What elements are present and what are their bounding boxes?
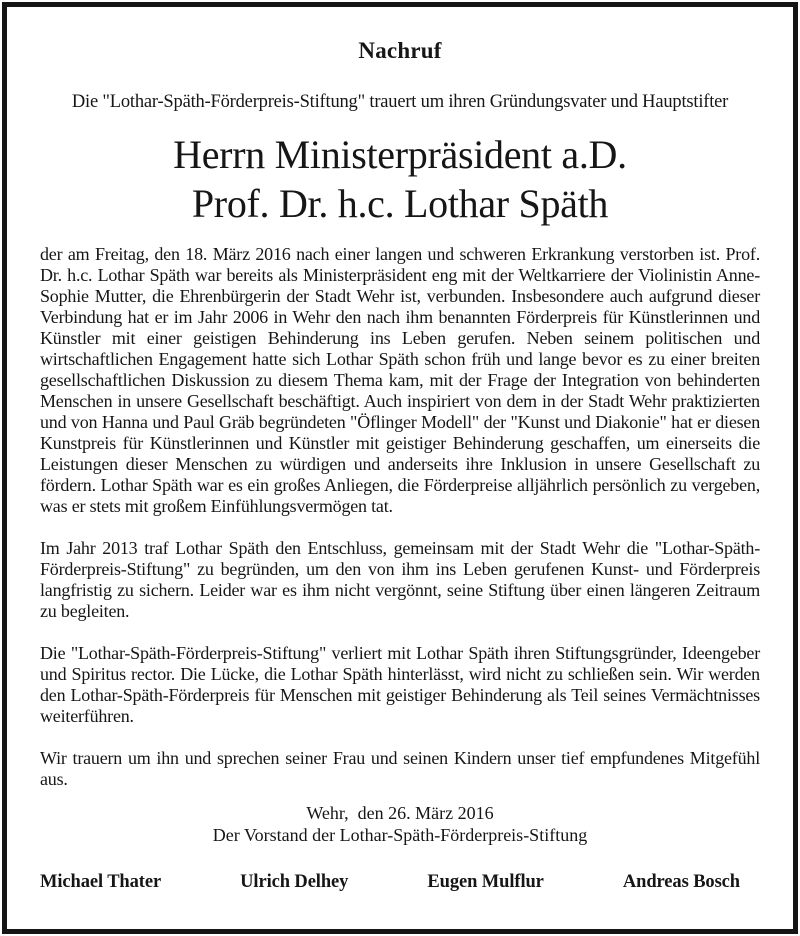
place-date-line: Wehr, den 26. März 2016 bbox=[306, 803, 494, 823]
obituary-paragraph-2: Im Jahr 2013 traf Lothar Späth den Entschluss, gemeinsam mit der Stadt Wehr die "Lothar-Späth-Förderpreis-Stiftung" zu begründen, um den von ihm ins Leben gerufenen Kunst- und Förderpreis langfristig zu sichern. Leider war es ihm nicht vergönnt, seine Stiftung über einen längeren Zeitraum zu begleiten. bbox=[40, 538, 760, 621]
signatory-name-3: Eugen Mulflur bbox=[427, 872, 544, 892]
intro-line: Die "Lothar-Späth-Förderpreis-Stiftung" trauert um ihren Gründungsvater und Hauptstifter bbox=[71, 92, 729, 112]
board-line: Der Vorstand der Lothar-Späth-Förderpreis-Stiftung bbox=[212, 825, 588, 845]
notice-header: Nachruf bbox=[358, 38, 442, 63]
obituary-paragraph-4: Wir trauern um ihn und sprechen seiner Frau und seinen Kindern unser tief empfundenes Mitgefühl aus. bbox=[40, 748, 760, 789]
deceased-name-title bbox=[40, 130, 760, 228]
obituary-paragraph-3: Die "Lothar-Späth-Förderpreis-Stiftung" verliert mit Lothar Späth ihren Stiftungsgründer, Ideengeber und Spiritus rector. Die Lücke, die Lothar Späth hinterlässt, wird nicht zu schließen sein. Wir werden den Lothar-Späth-Förderpreis für Menschen mit geistiger Behinderung als Teil seines Vermächtnisses weiterführen. bbox=[40, 643, 760, 726]
signatory-name-2: Ulrich Delhey bbox=[240, 872, 349, 892]
signatories-row bbox=[40, 872, 760, 893]
signatory-name-1: Michael Thater bbox=[40, 872, 162, 892]
notice-border-frame bbox=[2, 2, 798, 934]
closing-block bbox=[40, 802, 760, 846]
obituary-paragraph-1: der am Freitag, den 18. März 2016 nach einer langen und schweren Erkrankung verstorben ist. Prof. Dr. h.c. Lothar Späth war bereits als Ministerpräsident eng mit der Weltkarriere der Violinistin Anne-Sophie Mutter, die Ehrenbürgerin der Stadt Wehr ist, verbunden. Insbesondere auch aufgrund dieser Verbindung hat er im Jahr 2006 in Wehr den nach ihm benannten Förderpreis für Künstlerinnen und Künstler mit einer geistigen Behinderung ins Leben gerufen. Neben seinem politischen und wirtschaftlichen Engagement hatte sich Lothar Späth schon früh und lange bevor es zu einer breiten gesellschaftlichen Diskussion zu diesem Thema kam, mit der Frage der Integration von behinderten Menschen in unsere Gesellschaft beschäftigt. Auch inspiriert von dem in der Stadt Wehr praktizierten und von Hanna und Paul Gräb begründeten "Öflinger Modell" der "Kunst und Diakonie" hat er diesen Kunstpreis für Künstlerinnen und Künstler mit geistiger Behinderung geschaffen, um einerseits die Leistungen dieser Menschen zu würdigen und anderseits ihre Inklusion in unsere Gesellschaft zu fördern. Lothar Späth war es ein großes Anliegen, die Förderpreise alljährlich persönlich zu vergeben, was er stets mit großem Einfühlungsvermögen tat. bbox=[40, 244, 760, 516]
signatory-name-4: Andreas Bosch bbox=[622, 872, 740, 892]
title-line-2: Prof. Dr. h.c. Lothar Späth bbox=[191, 181, 609, 226]
title-line-1: Herrn Ministerpräsident a.D. bbox=[173, 132, 627, 177]
